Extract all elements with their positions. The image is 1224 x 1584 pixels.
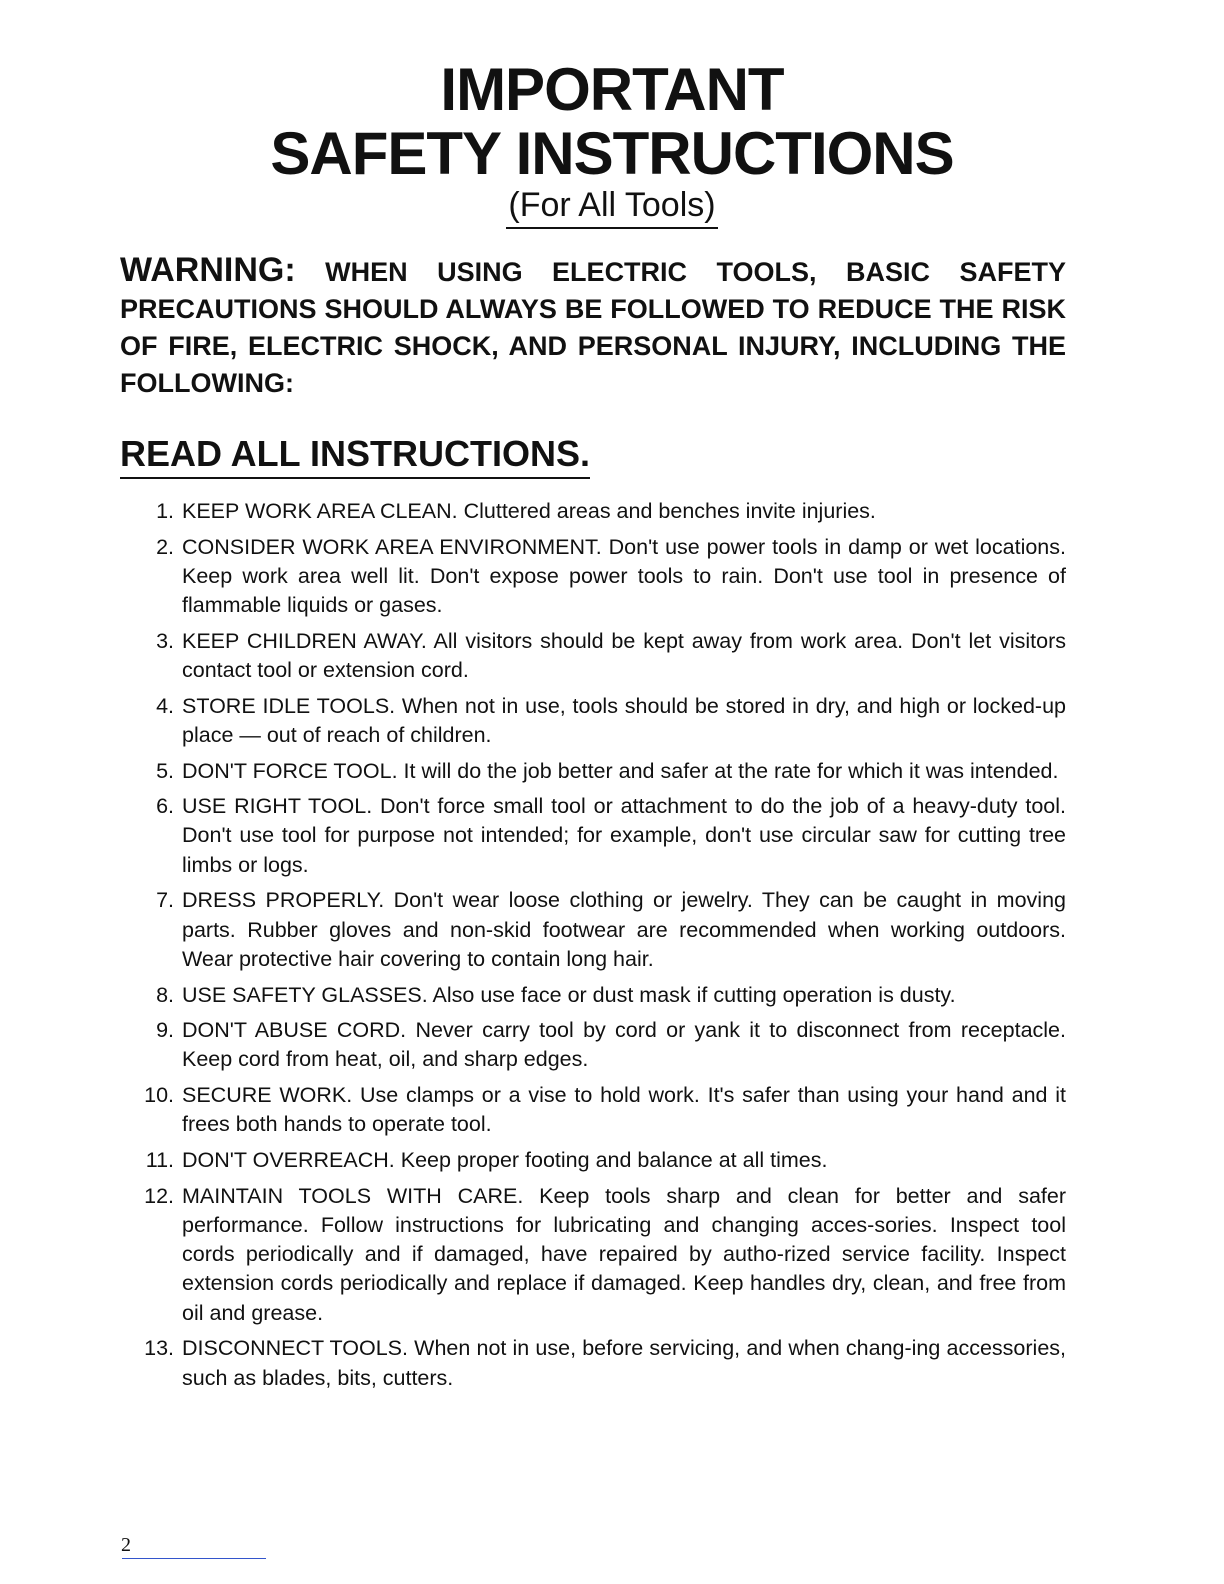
list-item-text: MAINTAIN TOOLS WITH CARE. Keep tools sharp and clean for better and safer performance. Follow instructions for lubricating and changing acces-sories. Inspect tool cords periodically and if damaged, have repaired by autho-rized service facility. Inspect extension cords periodically and replace if damaged. Keep handles dry, clean, and free from oil and grease. — [182, 1183, 1066, 1325]
list-item-number: 10. — [144, 1083, 174, 1108]
list-item — [120, 1334, 1066, 1393]
title-block — [0, 58, 1224, 229]
page-subtitle: (For All Tools) — [506, 186, 717, 229]
list-item-number: 11. — [145, 1147, 174, 1172]
warning-text: WHEN USING ELECTRIC TOOLS, BASIC SAFETY PRECAUTIONS SHOULD ALWAYS BE FOLLOWED TO REDUCE THE RISK OF FIRE, ELECTRIC SHOCK, AND PERSONAL INJURY, INCLUDING THE FOLLOWING: — [120, 257, 1066, 398]
list-item-text: DON'T FORCE TOOL. It will do the job better and safer at the rate for which it was intended. — [182, 758, 1059, 783]
warning-paragraph — [120, 252, 1066, 402]
list-item — [120, 1081, 1066, 1140]
list-item — [120, 627, 1066, 686]
list-item — [120, 1016, 1066, 1075]
list-item-number: 3. — [156, 628, 174, 653]
list-item — [120, 886, 1066, 974]
list-item-text: STORE IDLE TOOLS. When not in use, tools should be stored in dry, and high or locked-up place — out of reach of children. — [182, 693, 1066, 747]
page-number: 2 — [121, 1534, 131, 1556]
list-item-number: 8. — [156, 982, 174, 1007]
list-item-text: USE SAFETY GLASSES. Also use face or dust mask if cutting operation is dusty. — [182, 982, 956, 1007]
list-item — [120, 692, 1066, 751]
list-item-number: 12. — [144, 1183, 174, 1208]
list-item — [120, 981, 1066, 1010]
list-item — [120, 792, 1066, 880]
list-item-text: KEEP CHILDREN AWAY. All visitors should be kept away from work area. Don't let visitors contact tool or extension cord. — [182, 628, 1066, 683]
list-item-number: 9. — [156, 1018, 174, 1043]
list-item-text: DISCONNECT TOOLS. When not in use, before servicing, and when chang-ing accessories, such as blades, bits, cutters. — [182, 1336, 1066, 1390]
list-item-text: DON'T OVERREACH. Keep proper footing and balance at all times. — [182, 1147, 828, 1172]
page-title-line-2: SAFETY INSTRUCTIONS — [270, 120, 954, 187]
list-item-number: 7. — [156, 888, 174, 913]
list-item — [120, 533, 1066, 621]
list-item-text: USE RIGHT TOOL. Don't force small tool or attachment to do the job of a heavy-duty tool. Don't use tool for purpose not intended; for example, don't use circular saw for cutting tree limbs or logs. — [182, 794, 1066, 877]
list-item-text: DRESS PROPERLY. Don't wear loose clothing or jewelry. They can be caught in moving parts. Rubber gloves and non-skid footwear are recommended when working outdoors. Wear protective hair covering to contain long hair. — [182, 888, 1066, 971]
list-item-number: 4. — [156, 693, 174, 718]
list-item-text: KEEP WORK AREA CLEAN. Cluttered areas and benches invite injuries. — [182, 499, 876, 523]
list-item-number: 13. — [144, 1336, 174, 1361]
list-item — [120, 1146, 1066, 1175]
read-all-heading: READ ALL INSTRUCTIONS. — [120, 434, 590, 479]
page-title-line-1: IMPORTANT — [440, 56, 784, 123]
list-item-number: 6. — [156, 794, 174, 819]
list-item-number: 1. — [156, 499, 174, 523]
list-item — [120, 497, 1066, 526]
list-item-text: CONSIDER WORK AREA ENVIRONMENT. Don't use power tools in damp or wet locations. Keep work area well lit. Don't expose power tools to rain. Don't use tool in presence of flammable liquids or gases. — [182, 534, 1066, 618]
list-item — [120, 757, 1066, 786]
instruction-list — [120, 497, 1066, 1399]
footer-divider — [122, 1558, 266, 1559]
list-item-number: 5. — [156, 758, 174, 783]
list-item — [120, 1182, 1066, 1328]
list-item-text: DON'T ABUSE CORD. Never carry tool by cord or yank it to disconnect from receptacle. Keep cord from heat, oil, and sharp edges. — [182, 1018, 1066, 1072]
warning-lead: WARNING: — [120, 251, 296, 289]
list-item-text: SECURE WORK. Use clamps or a vise to hold work. It's safer than using your hand and it frees both hands to operate tool. — [182, 1083, 1066, 1137]
list-item-number: 2. — [156, 534, 174, 559]
